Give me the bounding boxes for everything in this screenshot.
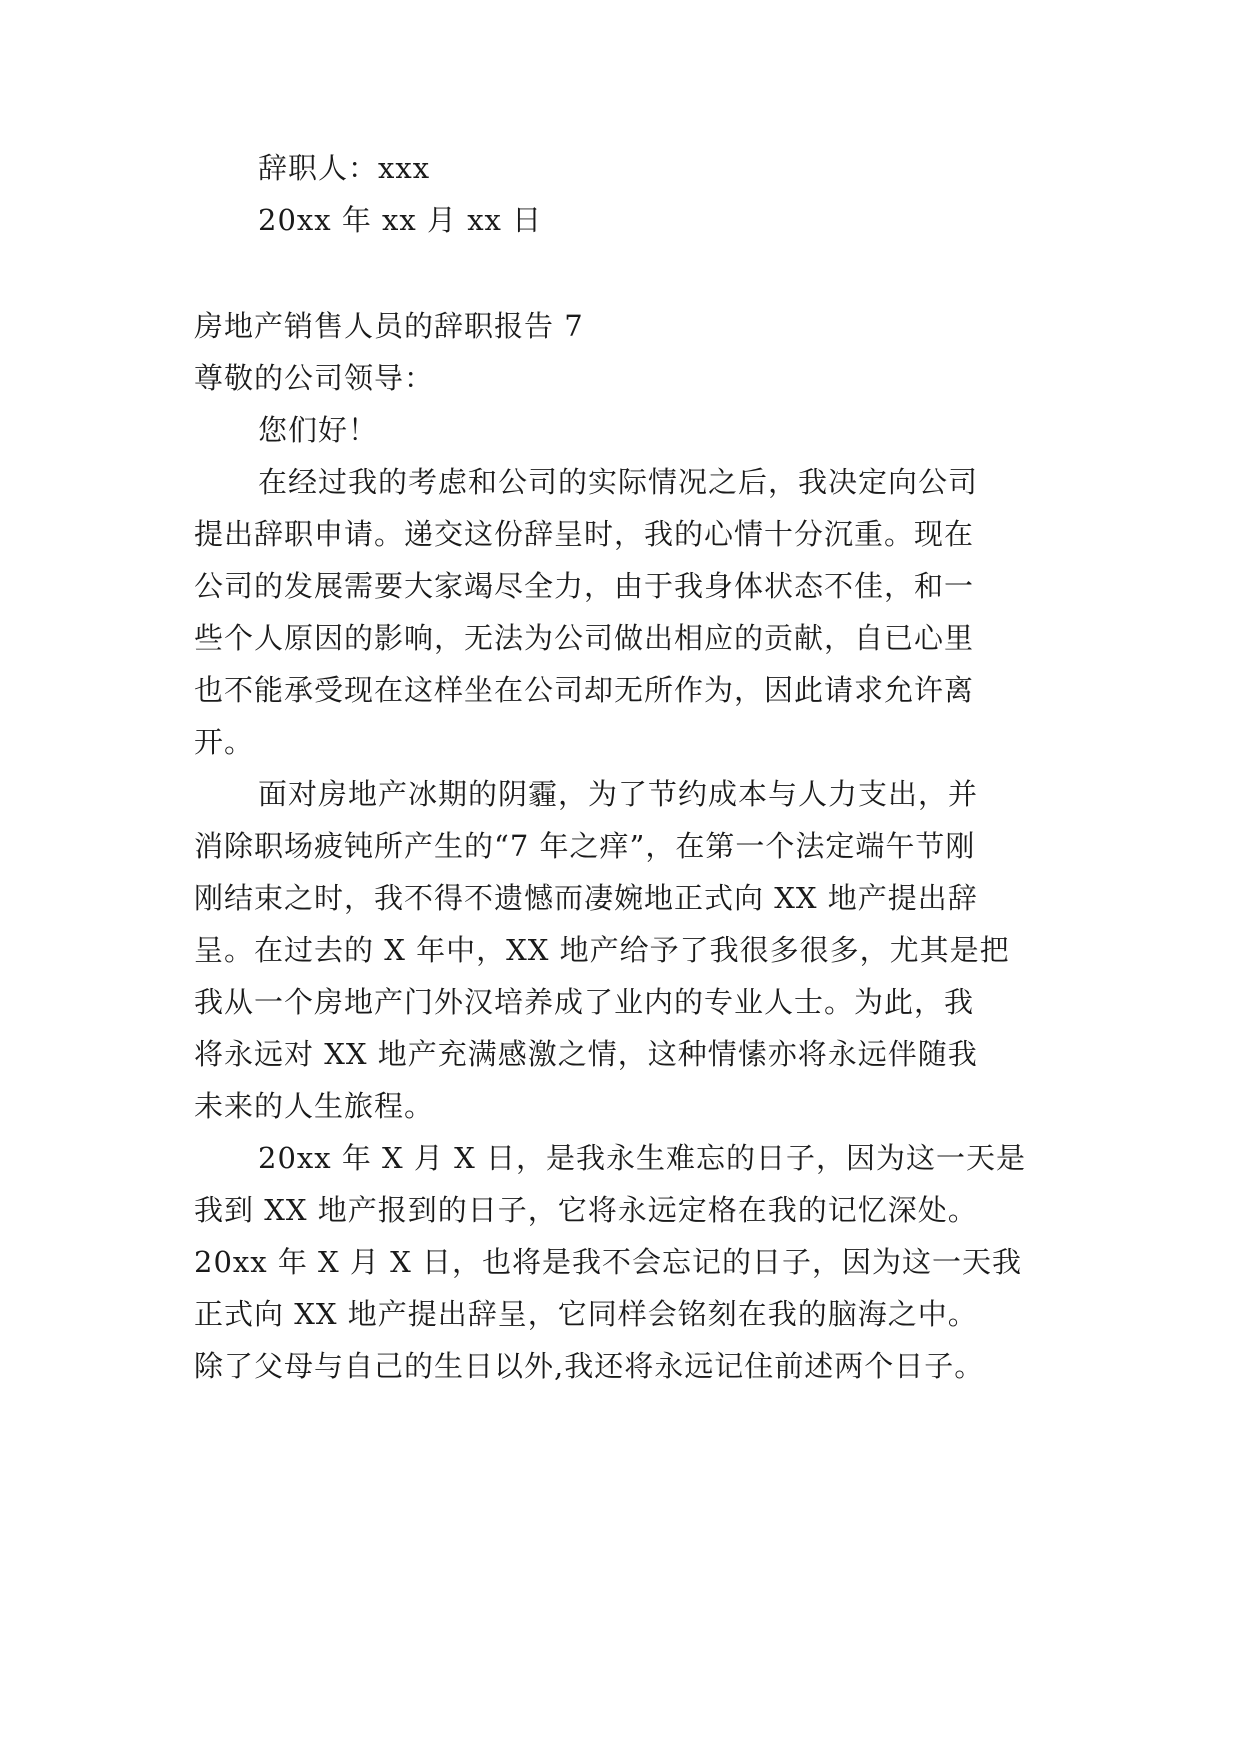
paragraph-3-line-1: 20xx 年 X 月 X 日，是我永生难忘的日子，因为这一天是 [258, 1141, 1026, 1175]
paragraph-3-line-4: 正式向 XX 地产提出辞呈，它同样会铭刻在我的脑海之中。 [194, 1297, 978, 1331]
greeting: 您们好！ [258, 413, 379, 447]
paragraph-1-line-1: 在经过我的考虑和公司的实际情况之后，我决定向公司 [258, 465, 979, 499]
resigner-line: 辞职人：xxx [258, 151, 431, 185]
paragraph-2-line-3: 刚结束之时，我不得不遗憾而凄婉地正式向 XX 地产提出辞 [194, 881, 978, 915]
paragraph-1-line-2: 提出辞职申请。递交这份辞呈时，我的心情十分沉重。现在 [194, 517, 975, 551]
salutation: 尊敬的公司领导： [194, 361, 435, 395]
paragraph-1-line-3: 公司的发展需要大家竭尽全力，由于我身体状态不佳，和一 [194, 569, 975, 603]
paragraph-2-line-1: 面对房地产冰期的阴霾，为了节约成本与人力支出，并 [258, 777, 979, 811]
paragraph-3-line-5: 除了父母与自己的生日以外,我还将永远记住前述两个日子。 [194, 1349, 985, 1383]
paragraph-3-line-3: 20xx 年 X 月 X 日，也将是我不会忘记的日子，因为这一天我 [194, 1245, 1022, 1279]
paragraph-2-line-6: 将永远对 XX 地产充满感激之情，这种情愫亦将永远伴随我 [194, 1037, 978, 1071]
signature-date: 20xx 年 xx 月 xx 日 [258, 203, 543, 237]
letter-title: 房地产销售人员的辞职报告 7 [194, 309, 584, 343]
paragraph-3-line-2: 我到 XX 地产报到的日子，它将永远定格在我的记忆深处。 [194, 1193, 978, 1227]
paragraph-2-line-2: 消除职场疲钝所产生的“7 年之痒”，在第一个法定端午节刚 [194, 829, 976, 863]
paragraph-1-line-5: 也不能承受现在这样坐在公司却无所作为，因此请求允许离 [194, 673, 975, 707]
paragraph-1-line-4: 些个人原因的影响，无法为公司做出相应的贡献，自已心里 [194, 621, 975, 655]
paragraph-2-line-4: 呈。在过去的 X 年中，XX 地产给予了我很多很多，尤其是把 [194, 933, 1010, 967]
paragraph-1-line-6: 开。 [194, 725, 255, 759]
paragraph-2-line-7: 未来的人生旅程。 [194, 1089, 435, 1123]
paragraph-2-line-5: 我从一个房地产门外汉培养成了业内的专业人士。为此，我 [194, 985, 975, 1019]
